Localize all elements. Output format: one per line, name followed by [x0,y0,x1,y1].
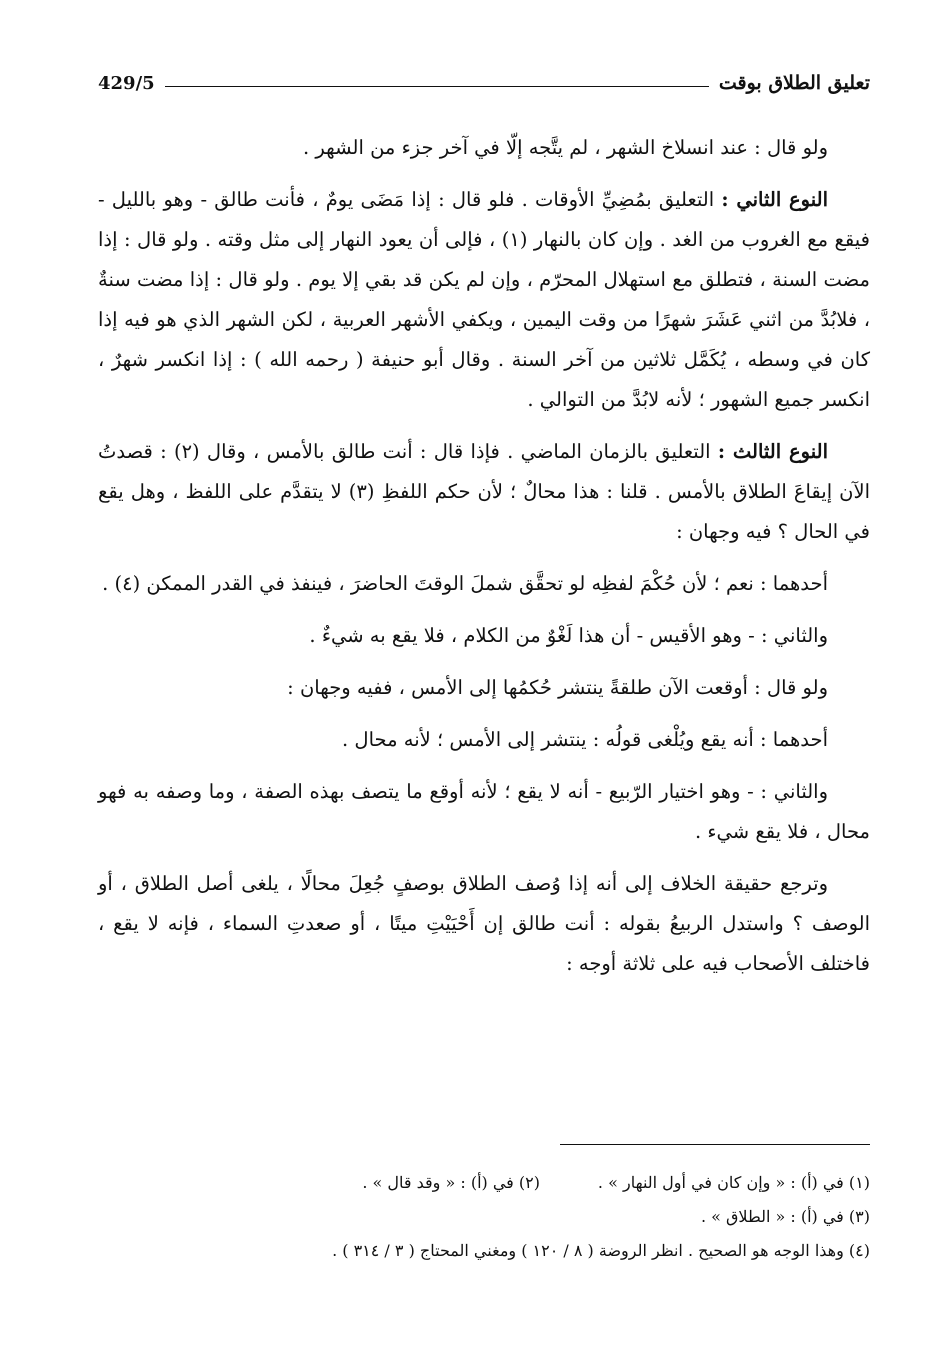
paragraph: والثاني : - وهو اختيار الرّبيع - أنه لا يقع ؛ لأنه أوقع ما يتصف بهذه الصفة ، وما وصفه به فهو محال ، فلا يقع شيء . [98,780,870,843]
footnote-separator [560,1144,870,1145]
paragraph: أحدهما : نعم ؛ لأن حُكْمَ لفظِه لو تحقَّق شملَ الوقتَ الحاضرَ ، فينفذ في القدر الممكن (٤) . [102,572,828,595]
paragraph-type-three [98,432,870,552]
footnote-row [140,1166,870,1200]
paragraph-text: التعليق بمُضِيِّ الأوقات . فلو قال : إذا مَضَى يومٌ ، فأنت طالق - وهو بالليل - فيقع مع الغروب من الغد . وإن كان بالنهار (١) ، فإلى أن يعود النهار إلى مثل وقته . ولو قال : إذا مضت السنة ، فتطلق مع استهلال المحرّم ، وإن لم يكن قد بقي إلا يوم . ولو قال : إذا مضت سنةٌ ، فلابُدَّ من اثني عَشَرَ شهرًا من وقت اليمين ، ويكفي الأشهر العربية ، لكن الشهر الذي هو فيه إذا كان في وسطه ، يُكَمَّل ثلاثين من آخر السنة . وقال أبو حنيفة ( رحمه الله ) : إذا انكسر شهرٌ ، انكسر جميع الشهور ؛ لأنه لابُدَّ من التوالي . [98,188,871,411]
header-rule [165,86,709,87]
footnote-1: (١) في (أ) : « وإن كان في أول النهار » . [597,1173,870,1192]
footnote-3: (٣) في (أ) : « الطلاق » . [700,1207,870,1226]
running-title: تعليق الطلاق بوقت [718,72,870,94]
section-heading: النوع الثالث : [717,440,828,463]
paragraph: وترجع حقيقة الخلاف إلى أنه إذا وُصف الطلاق بوصفٍ جُعِلَ محالًا ، يلغى أصل الطلاق ، أو الوصف ؟ واستدل الربيعُ بقوله : أنت طالق إن أَحْيَيْتِ ميتًا ، أو صعدتِ السماء ، فإنه لا يقع ، فاختلف الأصحاب فيه على ثلاثة أوجه : [98,872,870,975]
paragraph: أحدهما : أنه يقع ويُلْغى قولُه : ينتشر إلى الأمس ؛ لأنه محال . [342,728,828,751]
footnotes [140,1166,870,1268]
page-header [98,60,870,94]
paragraph-text: التعليق بالزمان الماضي . فإذا قال : أنت طالق بالأمس ، وقال (٢) : قصدتُ الآن إيقاعَ الطلاق بالأمس . قلنا : هذا محالٌ ؛ لأن حكم اللفظِ (٣) لا يتقدَّم على اللفظ ، وهل يقع في الحال ؟ فيه وجهان : [98,440,870,543]
paragraph: ولو قال : أوقعت الآن طلقةً ينتشر حُكمُها إلى الأمس ، ففيه وجهان : [287,676,828,699]
page-number: 429/5 [98,73,155,94]
section-heading: النوع الثاني : [721,188,828,211]
paragraph: والثاني : - وهو الأقيس - أن هذا لَغْوٌ من الكلام ، فلا يقع به شيءٌ . [309,624,828,647]
footnote-2: (٢) في (أ) : « وقد قال » . [362,1173,540,1192]
footnote-4: (٤) وهذا الوجه هو الصحيح . انظر الروضة ( ٨ / ١٢٠ ) ومغني المحتاج ( ٣ / ٣١٤ ) . [332,1241,870,1260]
paragraph-type-two [98,180,870,420]
paragraph: ولو قال : عند انسلاخ الشهر ، لم يتَّجه إلّا في آخر جزء من الشهر . [302,136,828,159]
main-text [98,128,870,996]
